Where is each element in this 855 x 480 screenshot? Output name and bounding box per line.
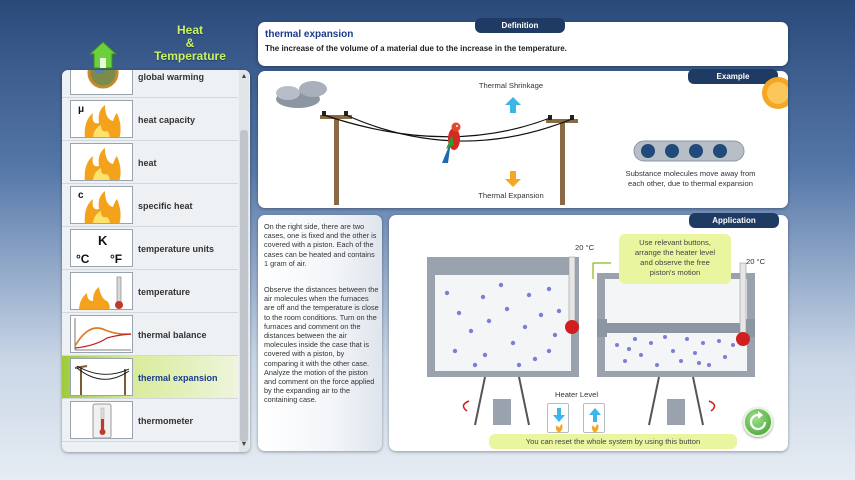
- example-caption: Substance molecules move away from each other, due to thermal expansion: [625, 169, 756, 188]
- wire: [324, 115, 550, 137]
- left-temperature-readout: 20 °C: [575, 243, 595, 252]
- sidebar-item-heat[interactable]: [62, 141, 238, 184]
- sidebar-item-heat-capacity[interactable]: [62, 98, 238, 141]
- instruction-callout: Use relevant buttons, arrange the heater level and observe the free piston's motion: [619, 234, 731, 284]
- sidebar-item-temperature-units[interactable]: [62, 227, 238, 270]
- globe-icon: [70, 70, 133, 95]
- scroll-down-arrow-icon[interactable]: ▼: [240, 441, 248, 448]
- example-tab: Example: [688, 69, 778, 84]
- reset-hint: You can reset the whole system by using this button: [489, 434, 737, 449]
- piston-case: [597, 273, 755, 377]
- sun-icon: [762, 77, 788, 109]
- flame-icon: [70, 143, 133, 181]
- app-title: Heat & Temperature: [154, 23, 226, 63]
- heater-level-label: Heater Level: [555, 390, 599, 399]
- svg-text:°C: °C: [76, 252, 90, 266]
- definition-title: thermal expansion: [265, 29, 354, 40]
- topic-sidebar: [62, 70, 250, 452]
- thermometer-flame-icon: [70, 272, 133, 310]
- svg-text:°F: °F: [110, 252, 123, 266]
- expand-arrow-icon: [505, 171, 521, 187]
- reset-button[interactable]: [743, 407, 773, 437]
- heater-decrease-button[interactable]: [547, 403, 569, 433]
- thermometer-icon: [70, 401, 133, 439]
- sidebar-item-label: temperature units: [138, 243, 215, 254]
- sidebar-item-label: thermometer: [138, 415, 194, 426]
- application-tab: Application: [689, 213, 779, 228]
- curve-graph-icon: [70, 315, 133, 353]
- right-temperature-readout: 20 °C: [746, 257, 766, 266]
- right-burner: [649, 377, 703, 425]
- sidebar-item-label: thermal expansion: [138, 372, 218, 383]
- instruction-paragraph: Observe the distances between the air molecules when the furnaces are off and the temperature is close to the room conditions. Turn on the furnaces and comment on the distances between the air molecules inside the case that is covered with a piston, by comparing it with the other case. Analyze the motion of the piston and comment on the force applied by the expanding air to the containing case.: [264, 285, 379, 405]
- svg-text:K: K: [98, 233, 108, 248]
- definition-text: The increase of the volume of a material due to the increase in the temperature.: [265, 44, 567, 53]
- rod-molecules: [634, 141, 744, 161]
- fixed-case: [427, 257, 579, 377]
- sidebar-item-label: heat: [138, 157, 157, 168]
- heater-increase-button[interactable]: [583, 403, 605, 433]
- sidebar-scrollbar[interactable]: [239, 70, 249, 452]
- application-panel: [389, 215, 788, 451]
- sidebar-item-global-warming[interactable]: [62, 70, 238, 98]
- sidebar-item-thermometer[interactable]: [62, 399, 238, 442]
- svg-text:c: c: [78, 190, 84, 201]
- cloud-icon: [276, 81, 327, 108]
- definition-tab: Definition: [475, 18, 565, 33]
- svg-text:μ: μ: [78, 104, 85, 115]
- expansion-label: Thermal Expansion: [478, 191, 544, 200]
- flame-icon: [70, 100, 133, 138]
- sidebar-item-temperature[interactable]: [62, 270, 238, 313]
- sidebar-item-label: thermal balance: [138, 329, 207, 340]
- scroll-thumb[interactable]: [240, 130, 248, 442]
- sidebar-item-label: heat capacity: [138, 114, 196, 125]
- sidebar-item-thermal-balance[interactable]: [62, 313, 238, 356]
- reset-icon: [745, 409, 771, 435]
- home-icon[interactable]: [88, 40, 118, 70]
- flame-icon: [70, 186, 133, 224]
- instruction-paragraph: On the right side, there are two cases, one is fixed and the other is covered with a piston. Each of the cases can be heated and contains 1 gram of air.: [264, 222, 377, 268]
- sidebar-item-specific-heat[interactable]: [62, 184, 238, 227]
- sidebar-item-label: temperature: [138, 286, 191, 297]
- sidebar-item-label: global warming: [138, 71, 205, 82]
- definition-panel: [258, 22, 788, 66]
- shrinkage-label: Thermal Shrinkage: [478, 81, 544, 90]
- power-line-icon: [70, 358, 133, 396]
- units-icon: [70, 229, 133, 267]
- example-panel: [258, 71, 788, 208]
- sidebar-item-thermal-expansion[interactable]: [62, 356, 238, 399]
- left-burner: [475, 377, 529, 425]
- sidebar-item-label: specific heat: [138, 200, 193, 211]
- instructions-panel: [258, 215, 382, 451]
- piston: [605, 323, 747, 333]
- scroll-up-arrow-icon[interactable]: ▲: [240, 73, 248, 80]
- parrot-icon: [442, 123, 461, 164]
- shrink-arrow-icon: [505, 97, 521, 113]
- power-pole-left: [320, 111, 352, 205]
